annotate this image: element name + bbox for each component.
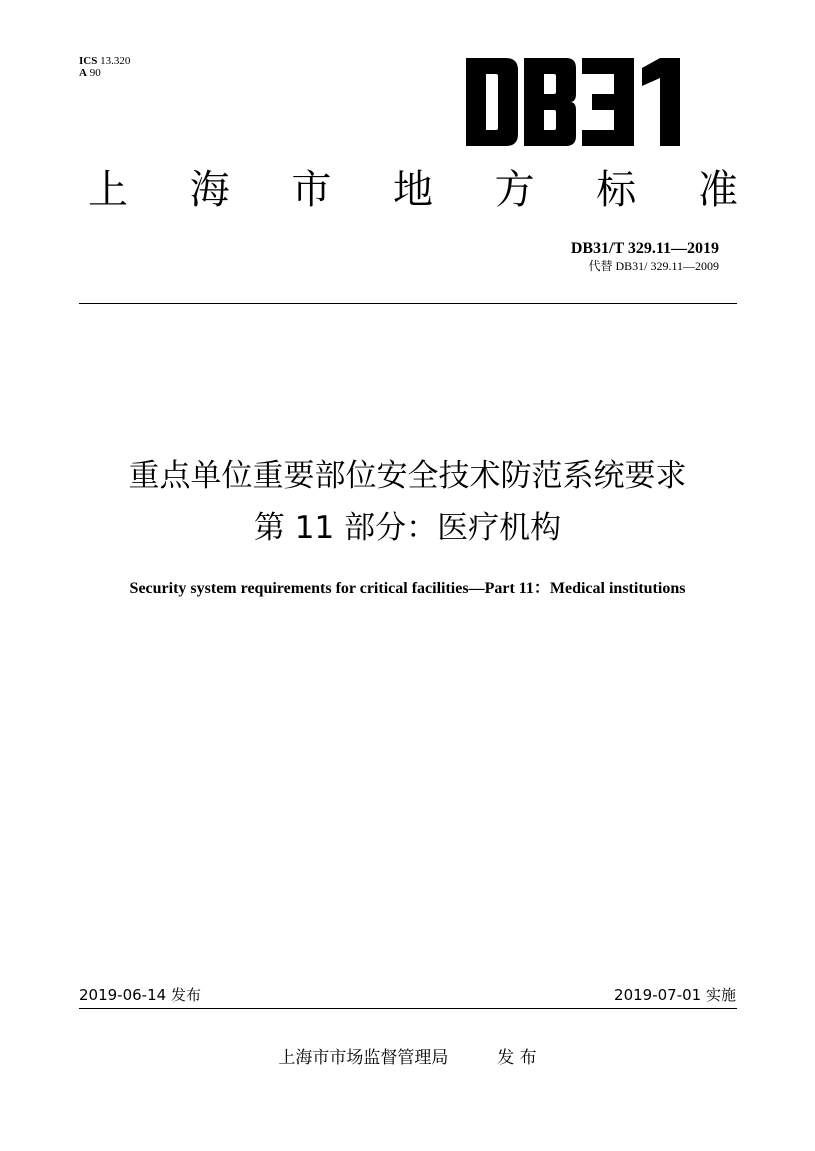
issue-date: 2019-06-14 发布 <box>79 986 201 1004</box>
top-divider <box>79 303 737 304</box>
title-cn-line1: 重点单位重要部位安全技术防范系统要求 <box>128 458 687 494</box>
replaces-standard: 代替 DB31/ 329.11—2009 <box>588 259 719 273</box>
standard-type-char: 准 <box>697 167 738 213</box>
ccs-value: 90 <box>89 67 101 79</box>
standard-type-char: 海 <box>189 167 230 213</box>
ccs-line <box>79 67 130 79</box>
db31-logo <box>466 58 694 146</box>
standard-type-char: 标 <box>596 167 637 213</box>
issuer-line <box>0 1046 815 1070</box>
bottom-divider <box>79 1008 737 1009</box>
title-cn-line2: 第 11 部分：医疗机构 <box>253 510 562 546</box>
issuer-name: 上海市市场监督管理局 <box>278 1048 449 1068</box>
ics-line <box>79 55 130 67</box>
classification-codes <box>79 55 130 79</box>
standard-type-char: 方 <box>494 167 535 213</box>
ics-label: ICS <box>79 55 98 67</box>
standard-type-char: 地 <box>392 167 433 213</box>
standard-type-char: 上 <box>88 167 128 213</box>
issue-word: 发 布 <box>497 1048 537 1068</box>
standard-number: DB31/T 329.11—2019 <box>570 240 719 257</box>
ccs-label: A <box>79 67 87 79</box>
implement-date: 2019-07-01 实施 <box>614 986 736 1004</box>
ics-value: 13.320 <box>100 55 131 67</box>
standard-type-char: 市 <box>291 167 332 213</box>
standard-type-heading <box>88 166 738 214</box>
title-en: Security system requirements for critical facilities—Part 11：Medical institutions <box>129 580 686 597</box>
